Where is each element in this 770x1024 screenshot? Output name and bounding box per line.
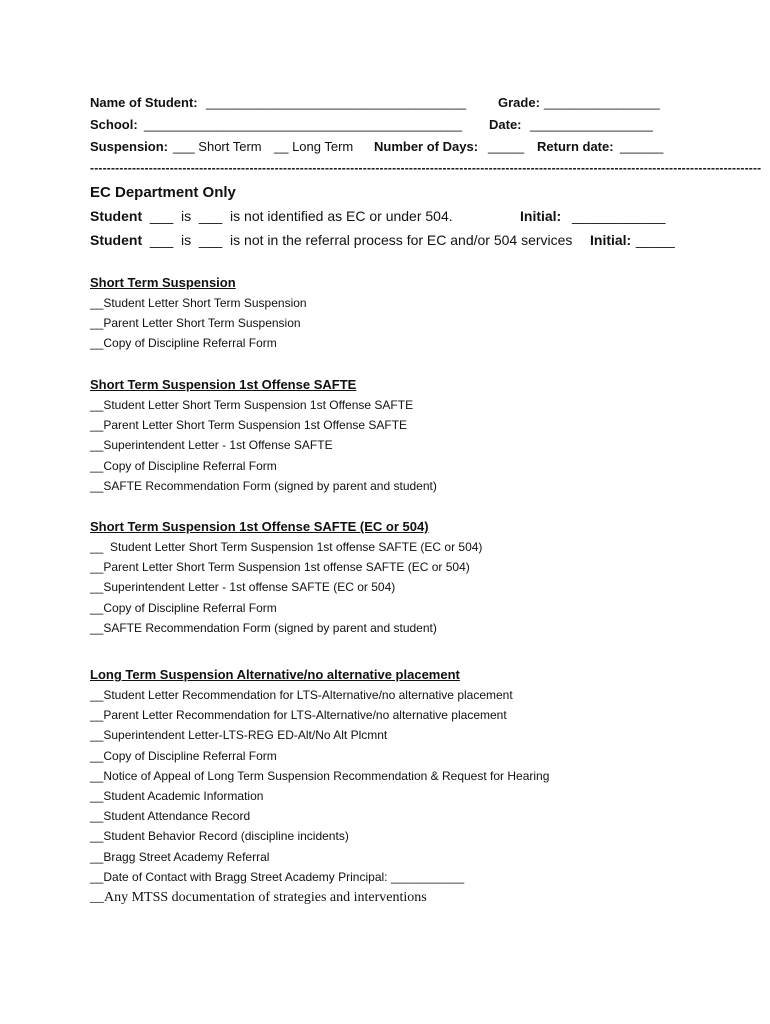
- number-of-days-field[interactable]: _____: [488, 139, 525, 154]
- ec-line2-student: Student: [90, 232, 143, 248]
- section-long-term-suspension: [90, 667, 549, 909]
- name-of-student-field[interactable]: ____________________________________: [206, 95, 467, 110]
- name-of-student-label: Name of Student:: [90, 95, 198, 110]
- checklist-item[interactable]: __Parent Letter Recommendation for LTS-Alternative/no alternative placement: [90, 708, 507, 723]
- checklist-item[interactable]: __Student Letter Short Term Suspension: [90, 296, 307, 310]
- suspension-label: Suspension:: [90, 139, 169, 154]
- date-label: Date:: [489, 117, 522, 132]
- checklist-item[interactable]: __Notice of Appeal of Long Term Suspension Recommendation & Request for Hearing: [90, 768, 550, 783]
- checklist-item[interactable]: __Copy of Discipline Referral Form: [90, 748, 277, 763]
- return-date-label: Return date:: [537, 139, 614, 154]
- checklist-item[interactable]: __Bragg Street Academy Referral: [90, 849, 270, 864]
- ec-line1-initial-label: Initial:: [520, 208, 562, 224]
- checklist-item[interactable]: __SAFTE Recommendation Form (signed by parent and student): [90, 478, 437, 493]
- section-title: Short Term Suspension 1st Offense SAFTE (EC or 504): [90, 519, 429, 534]
- school-field[interactable]: ____________________________________________: [144, 117, 463, 132]
- checklist-item[interactable]: __Student Letter Short Term Suspension 1st Offense SAFTE: [90, 398, 414, 412]
- ec-line1-text[interactable]: ___ is ___ is not identified as EC or under 504.: [146, 208, 453, 224]
- return-date-field[interactable]: ______: [620, 139, 664, 154]
- checklist-item[interactable]: __Student Letter Recommendation for LTS-Alternative/no alternative placement: [90, 688, 513, 702]
- checklist-item[interactable]: __Parent Letter Short Term Suspension: [90, 316, 301, 331]
- checklist-item[interactable]: __Copy of Discipline Referral Form: [90, 336, 277, 351]
- ec-line1-student: Student: [90, 208, 143, 224]
- long-term-option[interactable]: __ Long Term: [274, 139, 354, 154]
- checklist-item[interactable]: __Student Attendance Record: [90, 809, 251, 824]
- section-short-term-1st-offense-safte-ec-504: [90, 519, 482, 640]
- section-short-term-suspension: [90, 275, 307, 356]
- ec-department-title: EC Department Only: [90, 184, 236, 201]
- checklist-item[interactable]: __Superintendent Letter-LTS-REG ED-Alt/No Alt Plcmnt: [90, 728, 388, 743]
- grade-label: Grade:: [498, 95, 540, 110]
- grade-field[interactable]: ________________: [544, 95, 660, 110]
- checklist-item[interactable]: __Student Behavior Record (discipline incidents): [90, 829, 349, 844]
- checklist-item-mtss[interactable]: __Any MTSS documentation of strategies and interventions: [90, 889, 427, 905]
- checklist-item[interactable]: __ Student Letter Short Term Suspension 1st offense SAFTE (EC or 504): [90, 540, 483, 554]
- section-title: Long Term Suspension Alternative/no alternative placement: [90, 667, 460, 682]
- section-title: Short Term Suspension 1st Offense SAFTE: [90, 377, 357, 392]
- section-title: Short Term Suspension: [90, 275, 236, 290]
- number-of-days-label: Number of Days:: [374, 139, 479, 154]
- checklist-item[interactable]: __Parent Letter Short Term Suspension 1st Offense SAFTE: [90, 418, 408, 433]
- ec-line2-initial-field[interactable]: _____: [632, 232, 675, 248]
- checklist-item[interactable]: __Copy of Discipline Referral Form: [90, 458, 277, 473]
- ec-line1-initial-field[interactable]: ____________: [572, 208, 666, 224]
- checklist-item[interactable]: __Copy of Discipline Referral Form: [90, 600, 277, 615]
- date-field[interactable]: _________________: [530, 117, 653, 132]
- checklist-item[interactable]: __Superintendent Letter - 1st offense SAFTE (EC or 504): [90, 580, 396, 595]
- school-label: School:: [90, 117, 138, 132]
- checklist-item[interactable]: __Date of Contact with Bragg Street Academy Principal: ___________: [90, 869, 465, 884]
- checklist-item[interactable]: __Student Academic Information: [90, 788, 264, 803]
- checklist-item[interactable]: __Superintendent Letter - 1st Offense SAFTE: [90, 438, 333, 453]
- short-term-option[interactable]: ___ Short Term: [173, 139, 262, 154]
- ec-line2-initial-label: Initial:: [590, 232, 632, 248]
- ec-line2-text[interactable]: ___ is ___ is not in the referral process for EC and/or 504 services: [146, 232, 577, 248]
- section-short-term-1st-offense-safte: [90, 377, 437, 498]
- checklist-item[interactable]: __SAFTE Recommendation Form (signed by parent and student): [90, 620, 437, 635]
- dashed-divider: ----------------------------------------------------------------------------------------------------------------------------------------------------------------: [90, 161, 762, 175]
- checklist-item[interactable]: __Parent Letter Short Term Suspension 1st offense SAFTE (EC or 504): [90, 560, 470, 575]
